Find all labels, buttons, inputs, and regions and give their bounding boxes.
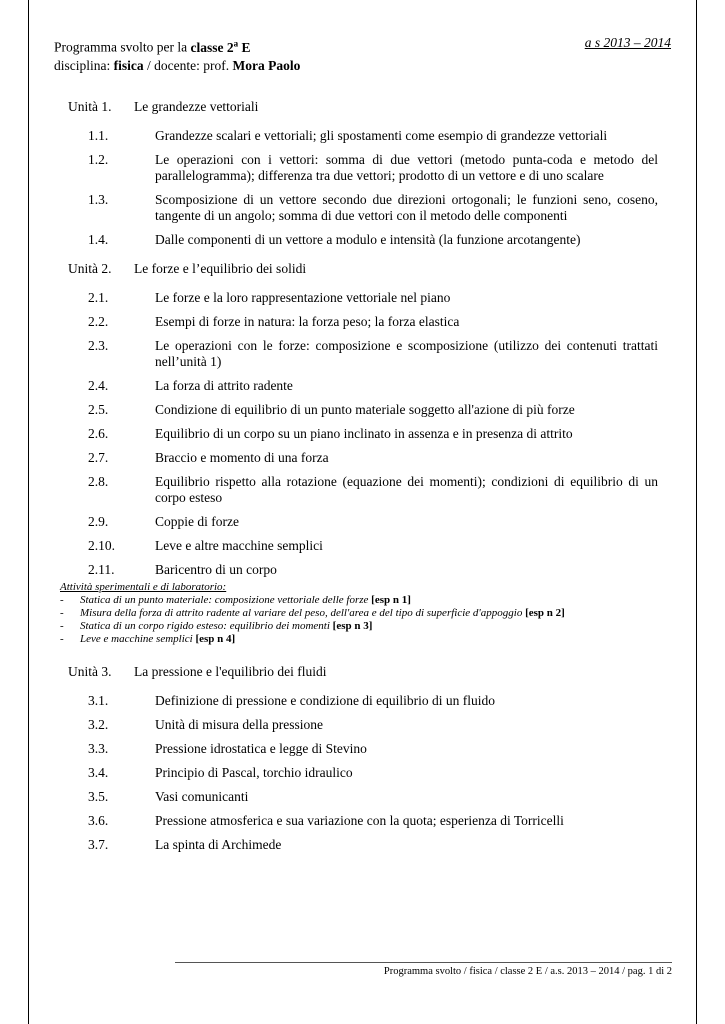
list-item: 2.10. Leve e altre macchine semplici (88, 538, 323, 553)
list-item: 2.2. Esempi di forze in natura: la forza peso; la forza elastica (88, 314, 460, 329)
list-item: 2.9. Coppie di forze (88, 514, 239, 529)
list-item: 2.7. Braccio e momento di una forza (88, 450, 329, 465)
lab-activities (60, 581, 660, 646)
teacher-name: Mora Paolo (232, 57, 301, 73)
list-item: 2.8. Equilibrio rispetto alla rotazione (equazione dei momenti); condizioni di equilibrio di un corpo esteso (88, 474, 658, 505)
header-line-1: Programma svolto per la classe 2$^a$ E a s 2013 – 2014 (54, 35, 671, 55)
list-item: 3.4. Principio di Pascal, torchio idraulico (88, 765, 353, 780)
list-item: 1.1. Grandezze scalari e vettoriali; gli spostamenti come esempio di grandezze vettoriali (88, 128, 608, 143)
list-item: 3.1. Definizione di pressione e condizione di equilibrio di un fluido (88, 693, 496, 708)
list-item: 3.3. Pressione idrostatica e legge di Stevino (88, 741, 367, 756)
list-item: 3.7. La spinta di Archimede (88, 837, 282, 852)
list-item: 3.6. Pressione atmosferica e sua variazione con la quota; esperienza di Torricelli (88, 813, 564, 828)
unit-heading: Unità 3. La pressione e l'equilibrio dei fluidi (68, 664, 327, 679)
list-item: - Leve e macchine semplici [esp n 4] (60, 633, 236, 645)
list-item: 3.2. Unità di misura della pressione (88, 717, 323, 732)
unit-heading: Unità 1. Le grandezze vettoriali (68, 99, 259, 114)
school-year: a s 2013 – 2014 (584, 35, 671, 50)
list-item: 1.4. Dalle componenti di un vettore a modulo e intensità (la funzione arcotangente) (88, 232, 581, 247)
list-item: - Misura della forza di attrito radente al variare del peso, dell'area e del tipo di superficie d'appoggio [esp n 2] (60, 607, 565, 619)
list-item: 2.11. Baricentro di un corpo (88, 562, 277, 577)
list-item: 2.1. Le forze e la loro rappresentazione vettoriale nel piano (88, 290, 451, 305)
list-item: 1.2. Le operazioni con i vettori: somma di due vettori (metodo punta-coda e metodo del parallelogramma); differenza tra due vettori; prodotto di un vettore e di uno scalare (88, 152, 658, 183)
header-line-2: disciplina: fisica / docente: prof. Mora Paolo (54, 57, 301, 73)
list-item: - Statica di un punto materiale: composizione vettoriale delle forze [esp n 1] (60, 594, 411, 606)
list-item: 2.4. La forza di attrito radente (88, 378, 293, 393)
page-footer: Programma svolto / fisica / classe 2 E / a.s. 2013 – 2014 / pag. 1 di 2 (175, 962, 672, 977)
lab-activities-title: Attività sperimentali e di laboratorio: (60, 581, 227, 593)
unit-heading: Unità 2. Le forze e l’equilibrio dei solidi (68, 261, 307, 276)
subject: fisica (113, 57, 144, 73)
list-item: 2.5. Condizione di equilibrio di un punto materiale soggetto all'azione di più forze (88, 402, 575, 417)
document-header (54, 34, 671, 75)
list-item: 2.3. Le operazioni con le forze: composizione e scomposizione (utilizzo dei contenuti trattati nell’unità 1) (88, 338, 658, 369)
list-item: 3.5. Vasi comunicanti (88, 789, 249, 804)
list-item: 2.6. Equilibrio di un corpo su un piano inclinato in assenza e in presenza di attrito (88, 426, 573, 441)
program-content (60, 98, 658, 861)
list-item: - Statica di un corpo rigido esteso: equilibrio dei momenti [esp n 3] (60, 620, 373, 632)
list-item: 1.3. Scomposizione di un vettore secondo due direzioni ortogonali; le funzioni seno, coseno, tangente di un angolo; somma di due vettori con il metodo delle componenti (88, 192, 658, 223)
